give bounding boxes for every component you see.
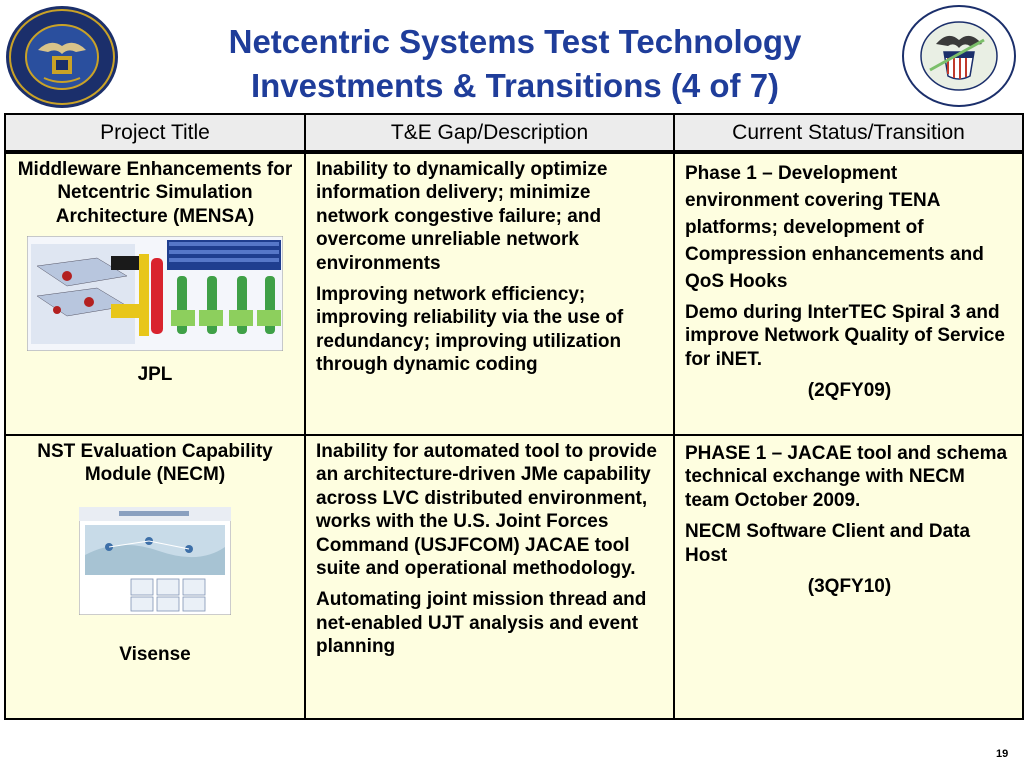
status-paragraph: Demo during InterTEC Spiral 3 and improve Network Quality of Service for iNET.	[685, 302, 1005, 370]
gap-paragraph: Improving network efficiency; improving reliability via the use of redundancy; improving utilization through dynamic coding	[316, 284, 624, 376]
gap-paragraph: Inability for automated tool to provide an architecture-driven JMe capability across LVC distributed environment, works with the U.S. Joint Forces Command (USJFCOM) JACAE tool suite and operational methodology.	[316, 441, 657, 580]
gap-paragraph: Inability to dynamically optimize information delivery; minimize network congestive failure; and overcome unreliable network environments	[316, 159, 608, 274]
organization-label: Visense	[119, 643, 191, 665]
header-status-transition: Current Status/Transition	[674, 114, 1023, 152]
investments-table	[4, 113, 1024, 720]
title-line-1: Netcentric Systems Test Technology	[228, 23, 802, 60]
header-project-title: Project Title	[5, 114, 305, 152]
slide-title	[130, 20, 900, 108]
milestone-label: (2QFY09)	[807, 380, 892, 402]
table-row	[5, 435, 1023, 719]
status-cell	[674, 435, 1023, 719]
table-header-row	[5, 114, 1023, 152]
project-cell	[5, 152, 305, 435]
gap-cell	[305, 435, 674, 719]
te-st-seal-logo	[900, 4, 1018, 108]
title-line-2: Investments & Transitions (4 of 7)	[250, 67, 780, 104]
status-paragraph: NECM Software Client and Data Host	[685, 521, 971, 566]
project-title: NST Evaluation Capability Module (NECM)	[37, 441, 273, 486]
status-paragraph: PHASE 1 – JACAE tool and schema technical exchange with NECM team October 2009.	[685, 443, 1008, 511]
status-cell	[674, 152, 1023, 435]
table-row	[5, 152, 1023, 435]
header-gap-description: T&E Gap/Description	[305, 114, 674, 152]
organization-label: JPL	[137, 364, 173, 386]
necm-operational-concept-image	[79, 507, 231, 615]
status-paragraph: Phase 1 – Development environment covering TENA platforms; development of Compression enhancements and QoS Hooks	[685, 163, 984, 292]
milestone-label: (3QFY10)	[807, 576, 892, 598]
page-number: 19	[996, 748, 1009, 760]
trmc-seal-logo	[4, 4, 120, 110]
gap-paragraph: Automating joint mission thread and net-enabled UJT analysis and event planning	[316, 589, 647, 658]
project-cell	[5, 435, 305, 719]
gap-cell	[305, 152, 674, 435]
mensa-architecture-diagram-image	[27, 236, 283, 351]
project-title: Middleware Enhancements for Netcentric Simulation Architecture (MENSA)	[17, 159, 293, 227]
